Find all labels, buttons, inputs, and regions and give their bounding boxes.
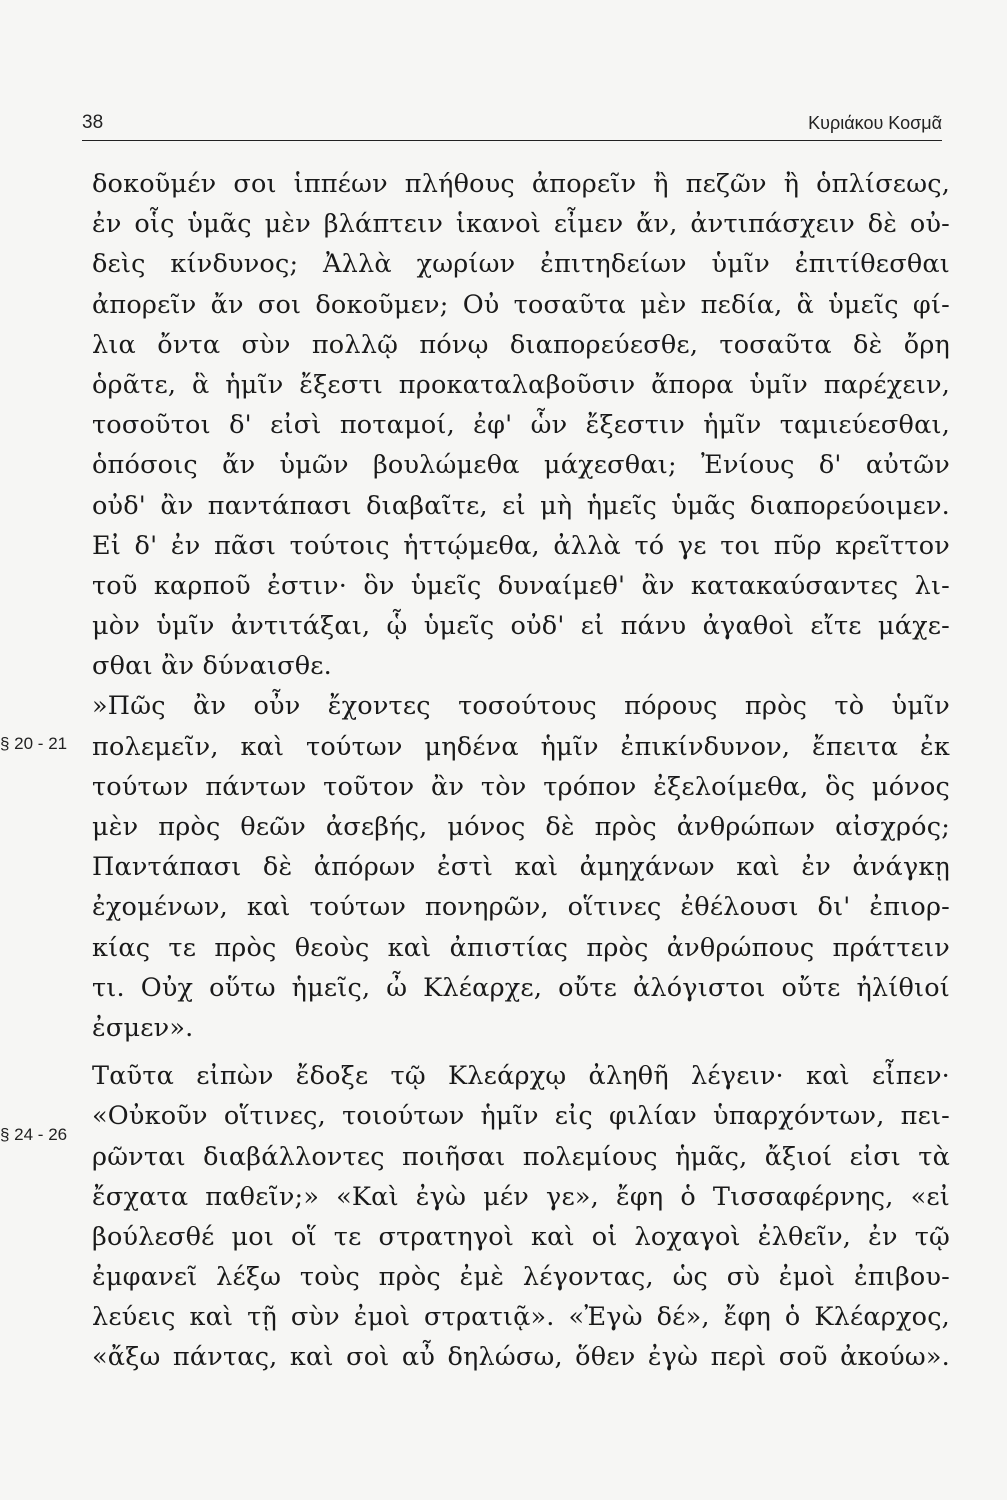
- paragraph: [92, 164, 950, 686]
- text-line: «Οὐκοῦν οἵτινες, τοιούτων ἡμῖν εἰς φιλίαν ὑπαρχόντων, πει-: [92, 1101, 950, 1132]
- text-line: ἐσμεν».: [92, 1012, 194, 1043]
- text-line: τοῦ καρποῦ ἐστιν· ὃν ὑμεῖς δυναίμεθ' ἂν κατακαύσαντες λι-: [92, 570, 950, 601]
- text-line: βούλεσθέ μοι οἵ τε στρατηγοὶ καὶ οἱ λοχαγοὶ ἐλθεῖν, ἐν τῷ: [92, 1221, 950, 1252]
- text-line: δοκοῦμέν σοι ἱππέων πλήθους ἀπορεῖν ἢ πεζῶν ἢ ὁπλίσεως,: [92, 169, 950, 199]
- paragraph: [92, 686, 950, 1048]
- margin-note-section: § 24 - 26: [0, 1125, 68, 1144]
- text-line: »Πῶς ἂν οὖν ἔχοντες τοσούτους πόρους πρὸς τὸ ὑμῖν: [92, 691, 950, 722]
- text-line: σθαι ἂν δύναισθε.: [92, 651, 332, 682]
- text-line: ἐχομένων, καὶ τούτων πονηρῶν, οἵτινες ἐθέλουσι δι' ἐπιορ-: [92, 892, 950, 923]
- text-line: τι. Οὐχ οὕτω ἡμεῖς, ὦ Κλέαρχε, οὔτε ἀλόγιστοι οὔτε ἠλίθιοί: [92, 972, 950, 1003]
- page-number: 38: [82, 112, 104, 133]
- text-line: Ταῦτα εἰπὼν ἔδοξε τῷ Κλεάρχῳ ἀληθῆ λέγειν· καὶ εἶπεν·: [92, 1061, 950, 1092]
- text-line: ἔσχατα παθεῖν;» «Καὶ ἐγὼ μέν γε», ἔφη ὁ Τισσαφέρνης, «εἰ: [92, 1181, 950, 1212]
- body-text: [92, 164, 950, 1378]
- text-line: τοσοῦτοι δ' εἰσὶ ποταμοί, ἐφ' ὧν ἔξεστιν ἡμῖν ταμιεύεσθαι,: [92, 410, 950, 441]
- text-line: μὲν πρὸς θεῶν ἀσεβής, μόνος δὲ πρὸς ἀνθρώπων αἰσχρός;: [92, 812, 950, 842]
- text-line: ἀπορεῖν ἄν σοι δοκοῦμεν; Οὐ τοσαῦτα μὲν πεδία, ἃ ὑμεῖς φί-: [92, 289, 950, 320]
- margin-note-section: § 20 - 21: [0, 734, 68, 753]
- text-line: Εἰ δ' ἐν πᾶσι τούτοις ἡττῴμεθα, ἀλλὰ τό γε τοι πῦρ κρεῖττον: [92, 530, 950, 561]
- text-line: ὁπόσοις ἄν ὑμῶν βουλώμεθα μάχεσθαι; Ἐνίους δ' αὐτῶν: [92, 450, 950, 481]
- text-line: δεὶς κίνδυνος; Ἀλλὰ χωρίων ἐπιτηδείων ὑμῖν ἐπιτίθεσθαι: [92, 249, 950, 280]
- running-head: Κυριάκου Κοσμᾶ: [808, 113, 942, 133]
- text-line: ρῶνται διαβάλλοντες ποιῆσαι πολεμίους ἡμᾶς, ἄξιοί εἰσι τὰ: [92, 1141, 950, 1172]
- text-line: μὸν ὑμῖν ἀντιτάξαι, ᾧ ὑμεῖς οὐδ' εἰ πάνυ ἀγαθοὶ εἴτε μάχε-: [92, 611, 950, 642]
- text-line: οὐδ' ἂν παντάπασι διαβαῖτε, εἰ μὴ ἡμεῖς ὑμᾶς διαπορεύοιμεν.: [92, 490, 950, 521]
- text-line: λεύεις καὶ τῇ σὺν ἐμοὶ στρατιᾷ». «Ἐγὼ δέ», ἔφη ὁ Κλέαρχος,: [92, 1302, 950, 1333]
- text-line: Παντάπασι δὲ ἀπόρων ἐστὶ καὶ ἀμηχάνων καὶ ἐν ἀνάγκῃ: [92, 852, 950, 883]
- text-line: λια ὄντα σὺν πολλῷ πόνῳ διαπορεύεσθε, τοσαῦτα δὲ ὄρη: [92, 329, 950, 360]
- text-line: ἐν οἷς ὑμᾶς μὲν βλάπτειν ἱκανοὶ εἶμεν ἄν, ἀντιπάσχειν δὲ οὐ-: [92, 209, 950, 240]
- paragraph: [92, 1056, 950, 1378]
- text-line: ἐμφανεῖ λέξω τοὺς πρὸς ἐμὲ λέγοντας, ὡς σὺ ἐμοὶ ἐπιβου-: [92, 1262, 950, 1293]
- text-line: ὁρᾶτε, ἃ ἡμῖν ἔξεστι προκαταλαβοῦσιν ἄπορα ὑμῖν παρέχειν,: [92, 369, 950, 400]
- page-header: [82, 100, 942, 141]
- text-line: τούτων πάντων τοῦτον ἂν τὸν τρόπον ἐξελοίμεθα, ὃς μόνος: [92, 771, 950, 802]
- text-line: πολεμεῖν, καὶ τούτων μηδένα ἡμῖν ἐπικίνδυνον, ἔπειτα ἐκ: [92, 731, 950, 762]
- text-line: κίας τε πρὸς θεοὺς καὶ ἀπιστίας πρὸς ἀνθρώπους πράττειν: [92, 932, 950, 963]
- text-line: «ἄξω πάντας, καὶ σοὶ αὖ δηλώσω, ὅθεν ἐγὼ περὶ σοῦ ἀκούω».: [92, 1342, 950, 1373]
